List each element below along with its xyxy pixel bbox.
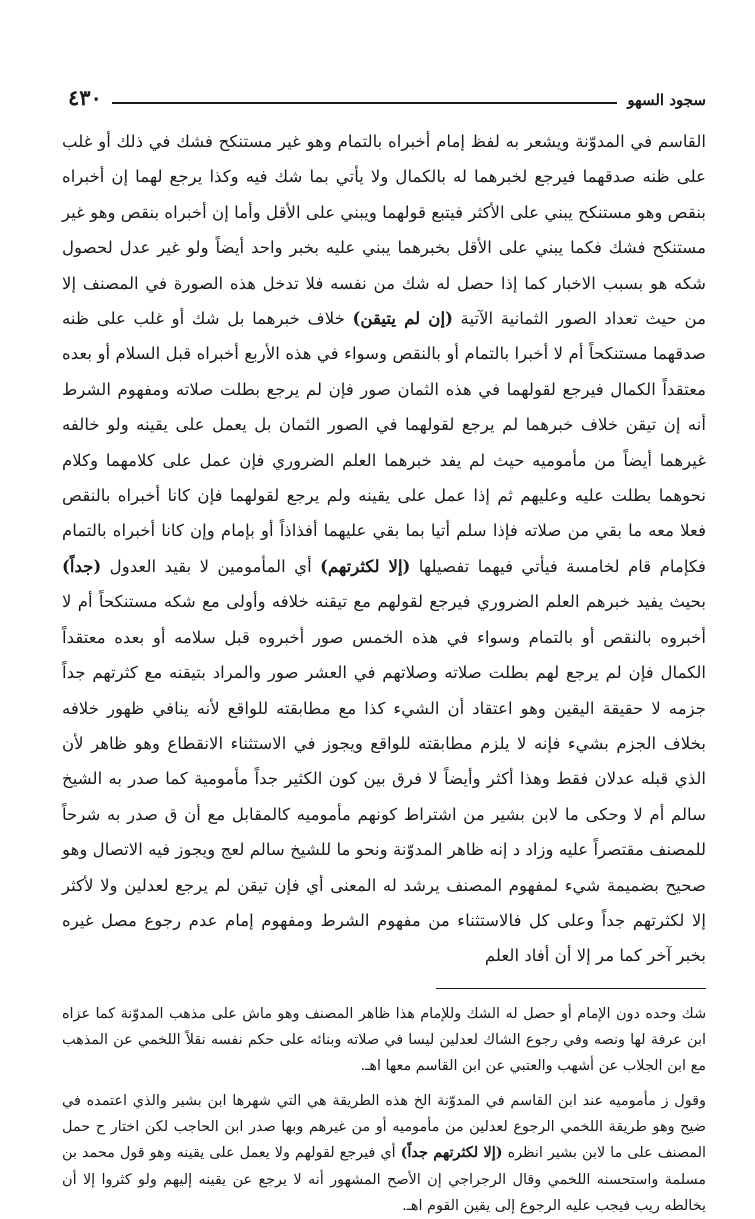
matn-quote: (إلا لكثرتهم): [320, 555, 411, 576]
document-page: [62, 78, 707, 1214]
page-number: ٤٣٠: [68, 85, 102, 110]
main-text-part: أي المأمومين لا بقيد العدول: [109, 556, 312, 576]
main-text-part: القاسم في المدوّنة ويشعر به لفظ إمام أخبراه بالتمام وهو غير مستنكح فشك في ذلك أو غلب على ظنه صدقهما فيرجع لخبرهما له بالكمال ولا يأتي بما شك فيه وكذا يرجع لهما إن أخبراه بنقص وهو مستنكح يبني على الأكثر فيتبع قولهما ويبني على الأقل وأما إن أخبراه بنقص وهو غير مستنكح فشك فكما يبني على الأقل بخبرهما يبني عليه بخبر واحد أيضاً ولو غير عدل لحصول شكه هو بسبب الاخبار كما إذا حصل له شك من نفسه فلا تدخل هذه الصورة في المصنف إلا من حيث تعداد الصور الثمانية الآتية: [62, 132, 707, 329]
footnote-part: أي فيرجع لقولهم ولا يعمل على يقينه وهو قول محمد بن مسلمة واستحسنه اللخمي وقال الرجراجي إن الأصح المشهور أنه لا يرجع عن يقينه إليهم ولو كثروا إلا أن يخالطه ريب فيجب عليه الرجوع إلى يقين القوم اهـ.: [62, 1145, 706, 1214]
footnote-part: وقول ز مأموميه عند ابن القاسم في المدوّنة الخ هذه الطريقة هي التي شهرها ابن بشير والذي اعتمده في ضيح وهو طريقة اللخمي الرجوع لعدلين من مأموميه أو من غيرهم وبها صدر ابن الحاجب لكن اختار ح حمل المصنف على ما لابن بشير انظره: [62, 1092, 707, 1162]
footnote-paragraph: شك وحده دون الإمام أو حصل له الشك وللإمام هذا ظاهر المصنف وهو ماش على مذهب المدوّنة كما عزاه ابن عرفة لها ونصه وفي رجوع الشاك لعدلين ليسا في صلاته وبنائه على حكم نفسه نقلاً اللخمي عن المذهب مع ابن الجلاب عن أشهب والعتبي عن ابن القاسم معها اهـ.: [62, 1005, 706, 1075]
main-text: [62, 124, 706, 974]
footnotes: [62, 1001, 706, 1219]
footnote-paragraph: [62, 1088, 706, 1219]
main-text-part: بحيث يفيد خبرهم العلم الضروري فيرجع لقولهم مع تيقنه خلافه وأولى مع شكه مستنكحاً أم لا أخبروه بالنقص أو بالتمام وسواء في هذه الخمس صور أخبروه قبل سلامه أو بعده معتقداً الكمال فإن لم يرجع لهم بطلت صلاته وصلاتهم في العشر صور والمراد بتيقنه مع كثرتهم جداً جزمه لا حقيقة اليقين وهو اعتقاد أن الشيء كذا مع مطابقته للواقع لأنه ينافي ظهور خلافه بخلاف الجزم بشيء فإنه لا يلزم مطابقته للواقع ويجوز في الاستثناء الانقطاع وهو ظاهر لأن الذي قبله عدلان فقط وهذا أكثر وأيضاً لا فرق بين كون الكثير جداً مأمومية كما صدر به الشيخ سالم أم لا وحكى ما لابن بشير من اشتراط كونهم مأموميه كالمقابل مع أن ق صدر به شرحاً للمصنف مقتصراً عليه وزاد د إنه ظاهر المدوّنة ونحو ما للشيخ سالم لعج ويجوز فيه الاتصال وهو صحيح بضميمة شيء لمفهوم المصنف يرشد له المعنى أي فإن تيقن لم يرجع لعدلين ولا لأكثر إلا لكثرتهم جداً وعلى كل فالاستثناء من مفهوم الشرط ومفهوم إمام عدم رجوع مصل غيره بخبر آخر كما مر إلا أن أفاد العلم: [62, 592, 706, 966]
matn-quote: (جداً): [62, 555, 102, 576]
page-header: [62, 78, 706, 112]
main-text-part: خلاف خبرهما بل شك أو غلب على ظنه صدقهما مستنكحاً أم لا أخبرا بالتمام أو بالنقص وسواء في هذه الأربع أخبراه قبل السلام أو بعده معتقداً الكمال فيرجع لقولهما في هذه الثمان صور فإن لم يرجع بطلت صلاته ومفهوم الشرط أنه إن تيقن خلاف خبرهما لم يرجع لقولهما في الصور الثمان بل يعمل على يقينه ولو خالفه غيرهما أيضاً من مأموميه حيث لم يفد خبرهما العلم الضروري فإن عمل على كلامهما وكلام نحوهما بطلت عليه وعليهم ثم إذا عمل على يقينه ولم يرجع لقولهما فإن كانا أخبراه بالنقص فعلا معه ما بقي من صلاته فإذا سلم أتيا بما بقي عليهما أفذاذاً أو بإمام وإن كانا أخبراه بالتمام فكإمام قام لخامسة فيأتي فيهما تفصيلها: [62, 309, 706, 576]
footnote-quote: (إلا لكثرتهم جداً): [400, 1144, 503, 1162]
running-title: سجود السهو: [627, 91, 706, 109]
footnote-separator: [436, 988, 706, 989]
header-rule: [112, 102, 617, 104]
matn-quote: (إن لم يتيقن): [352, 308, 453, 329]
